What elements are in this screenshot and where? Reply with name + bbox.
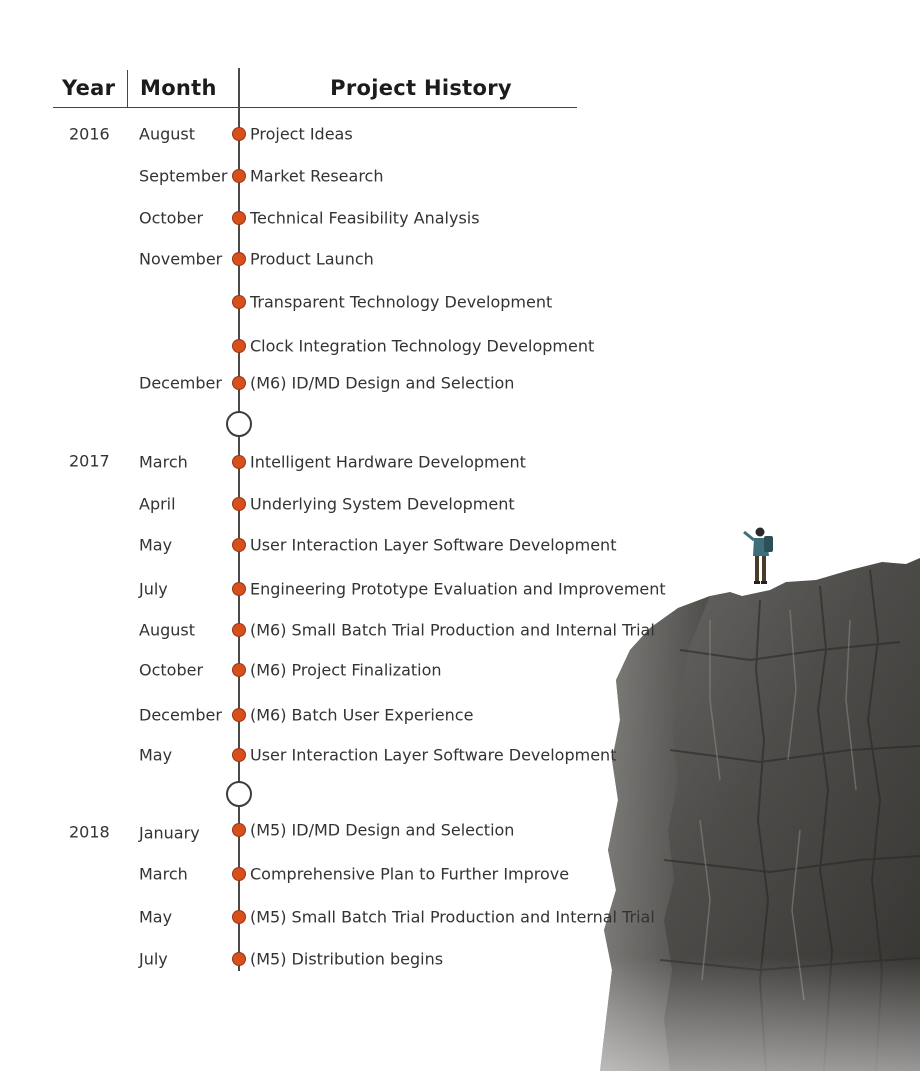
event-month: April — [139, 494, 176, 514]
event-description: Product Launch — [250, 249, 374, 269]
event-dot — [233, 824, 245, 836]
event-month: November — [139, 249, 223, 269]
event-dot — [233, 539, 245, 551]
event-month: January — [139, 823, 200, 843]
event-dot — [233, 624, 245, 636]
event-description: Underlying System Development — [250, 494, 515, 514]
year-label-2017: 2017 — [69, 451, 110, 471]
event-dot — [233, 498, 245, 510]
event-description: (M5) Distribution begins — [250, 949, 444, 969]
event-month: March — [139, 452, 188, 472]
event-description: Project Ideas — [250, 124, 353, 144]
event-dot — [233, 170, 245, 182]
event-month: May — [139, 907, 173, 927]
header-underline — [53, 107, 577, 108]
event-description: (M6) Batch User Experience — [250, 705, 474, 725]
event-month: December — [139, 373, 222, 393]
event-month: August — [139, 620, 195, 640]
event-dot — [233, 868, 245, 880]
event-dot — [233, 911, 245, 923]
event-dot — [233, 128, 245, 140]
year-label-2016: 2016 — [69, 124, 110, 144]
event-dot — [233, 456, 245, 468]
event-dot — [233, 253, 245, 265]
event-description: (M6) ID/MD Design and Selection — [250, 373, 515, 393]
event-description: Technical Feasibility Analysis — [250, 208, 480, 228]
event-month: September — [139, 166, 228, 186]
event-month: May — [139, 535, 173, 555]
event-month: October — [139, 660, 204, 680]
event-dot — [233, 340, 245, 352]
event-month: December — [139, 705, 222, 725]
event-month: March — [139, 864, 188, 884]
event-month: July — [139, 949, 168, 969]
event-dot — [233, 377, 245, 389]
event-description: (M6) Small Batch Trial Production and Internal Trial — [250, 620, 655, 640]
event-dot — [233, 709, 245, 721]
event-description: Transparent Technology Development — [250, 292, 553, 312]
event-description: Clock Integration Technology Development — [250, 336, 595, 356]
event-dot — [233, 664, 245, 676]
event-month: May — [139, 745, 173, 765]
event-description: User Interaction Layer Software Development — [250, 535, 617, 555]
project-history-column-header: Project History — [330, 76, 512, 100]
year-column-header: Year — [62, 76, 116, 100]
event-description: Engineering Prototype Evaluation and Improvement — [250, 579, 666, 599]
event-description: User Interaction Layer Software Development — [250, 745, 617, 765]
event-month: July — [139, 579, 168, 599]
event-dot — [233, 749, 245, 761]
event-dot — [233, 212, 245, 224]
event-month: August — [139, 124, 195, 144]
event-description: (M6) Project Finalization — [250, 660, 442, 680]
event-dot — [233, 953, 245, 965]
event-description: Market Research — [250, 166, 384, 186]
event-description: (M5) Small Batch Trial Production and Internal Trial — [250, 907, 655, 927]
year-label-2018: 2018 — [69, 822, 110, 842]
event-description: (M5) ID/MD Design and Selection — [250, 820, 515, 840]
event-month: October — [139, 208, 204, 228]
event-description: Comprehensive Plan to Further Improve — [250, 864, 570, 884]
month-column-header: Month — [140, 76, 217, 100]
event-dot — [233, 296, 245, 308]
year-separator-circle — [226, 411, 252, 437]
event-dot — [233, 583, 245, 595]
header-column-divider — [127, 70, 128, 107]
event-description: Intelligent Hardware Development — [250, 452, 526, 472]
year-separator-circle — [226, 781, 252, 807]
